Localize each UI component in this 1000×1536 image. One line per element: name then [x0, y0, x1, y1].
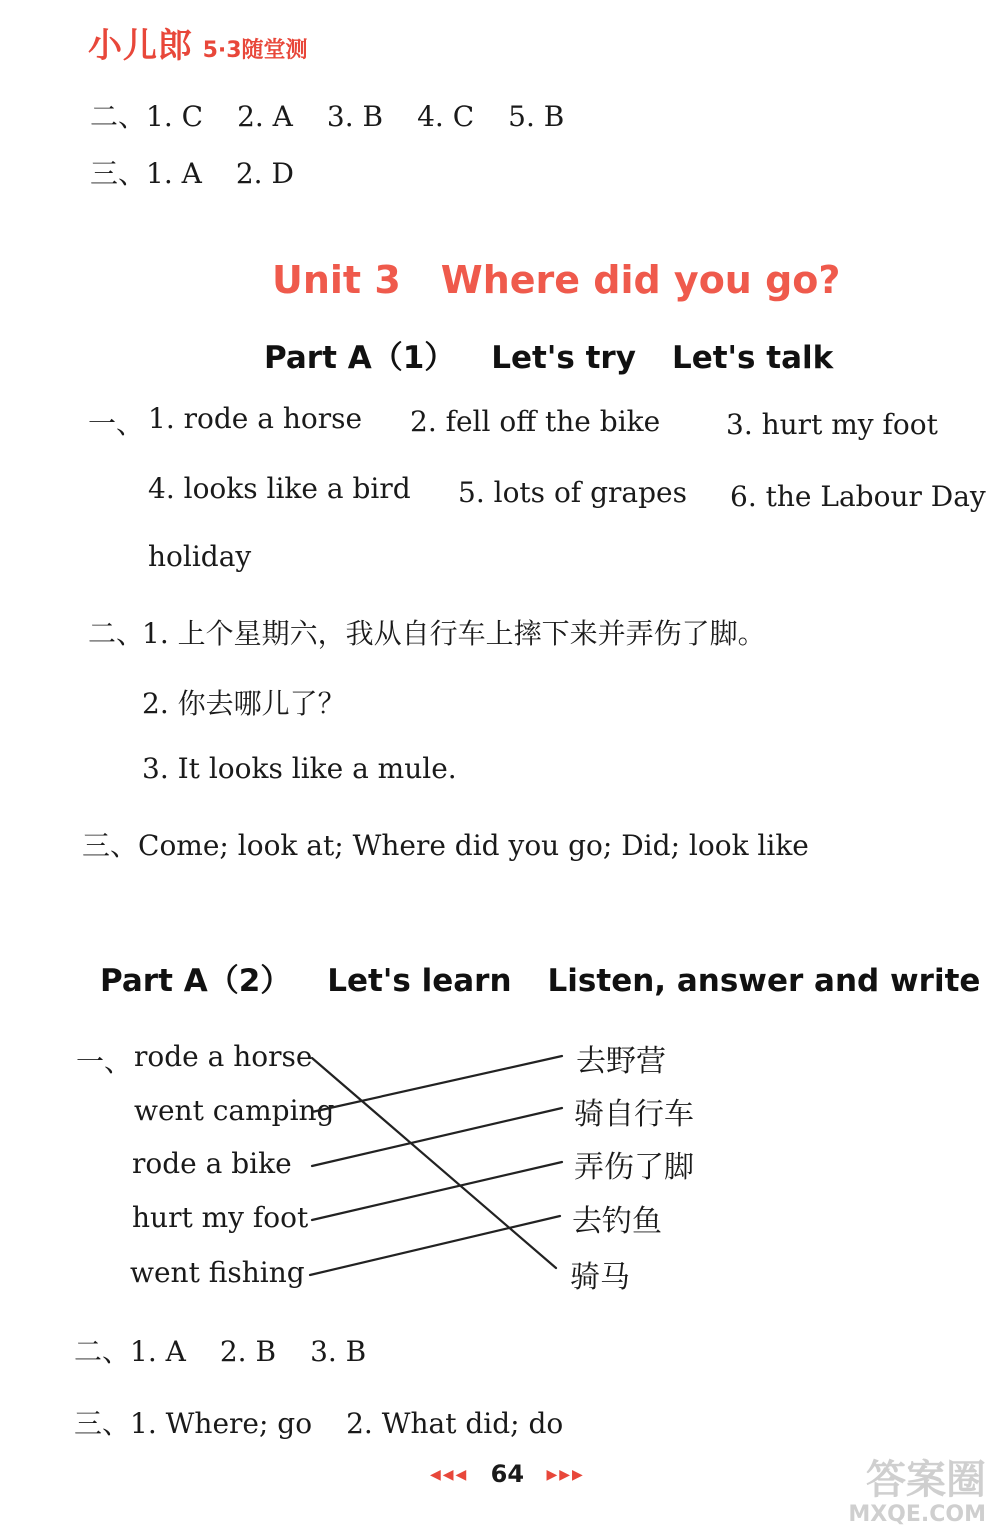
answer-item: 1. rode a horse	[148, 402, 363, 435]
answer-item: 2. 你去哪儿了？	[142, 687, 346, 720]
part-a2-s2	[74, 1330, 366, 1370]
part-subtitle: Listen, answer and write	[547, 963, 981, 999]
answer-item: 1. 上个星期六，我从自行车上摔下来并弄伤了脚。	[142, 617, 766, 650]
page-number-footer	[430, 1460, 585, 1488]
part-title: Part A（2）	[100, 963, 292, 999]
unit-number: Unit 3	[272, 258, 401, 302]
answer-item: 5. B	[508, 100, 565, 133]
match-right-item: 骑自行车	[574, 1097, 694, 1132]
answer-item: 1. A	[146, 157, 202, 190]
answer-item: 4. C	[417, 100, 475, 133]
part-a1-s1-label: 一、	[88, 407, 145, 440]
brand-name: 小儿郎	[88, 26, 193, 66]
answer-item: 1. A	[130, 1335, 186, 1368]
answer-item: 5. lots of grapes	[458, 476, 687, 509]
watermark	[848, 1457, 986, 1527]
match-left-item: hurt my foot	[132, 1201, 309, 1234]
answer-item: 1. C	[146, 100, 204, 133]
part-a1-s2-label: 二、	[88, 617, 145, 650]
match-line	[312, 1162, 562, 1220]
part-subtitle: Let's try	[491, 340, 636, 376]
answer-item: 2. What did; do	[346, 1407, 564, 1440]
answer-item: 3. B	[326, 100, 384, 133]
match-left-item: went fishing	[130, 1256, 305, 1289]
match-right-item: 去钓鱼	[572, 1204, 662, 1239]
section-label: 三、	[82, 829, 139, 862]
match-left-item: went camping	[134, 1094, 335, 1127]
section-label: 二、	[74, 1335, 131, 1368]
part-a2-s1-label: 一、	[76, 1045, 133, 1078]
answer-item: holiday	[148, 540, 252, 573]
answer-item: 2. B	[219, 1335, 277, 1368]
part-title: Part A（1）	[264, 340, 456, 376]
series-name: 5·3随堂测	[202, 38, 308, 63]
match-right-item: 骑马	[570, 1260, 630, 1295]
match-line	[312, 1056, 562, 1112]
match-line	[312, 1058, 556, 1268]
watermark-url: MXQE.COM	[848, 1502, 986, 1527]
answer-item: 4. looks like a bird	[148, 472, 411, 505]
match-left-item: rode a horse	[134, 1040, 313, 1073]
unit-name: Where did you go?	[440, 258, 841, 302]
match-line	[310, 1216, 560, 1275]
answer-item: 1. Where; go	[130, 1407, 313, 1440]
watermark-text: 答案圈	[866, 1457, 986, 1503]
page-number: 64	[490, 1460, 525, 1488]
answer-item: Come; look at; Where did you go; Did; look like	[138, 829, 809, 862]
answer-item: 6. the Labour Day	[730, 480, 986, 513]
match-left-item: rode a bike	[132, 1147, 292, 1180]
section-label: 二、	[90, 100, 147, 133]
match-line	[312, 1108, 562, 1166]
part-a2-s3	[74, 1402, 563, 1442]
answer-item: 3. It looks like a mule.	[142, 752, 457, 785]
section-label: 三、	[90, 157, 147, 190]
answer-item: 2. fell off the bike	[410, 405, 661, 438]
answer-item: 3. B	[310, 1335, 367, 1368]
section-label: 三、	[74, 1407, 131, 1440]
part-subtitle: Let's talk	[671, 340, 834, 376]
right-arrows-icon: ▶▶▶	[546, 1467, 585, 1483]
answer-item: 3. hurt my foot	[726, 408, 938, 441]
match-right-item: 去野营	[576, 1044, 666, 1079]
answer-item: 2. D	[235, 157, 294, 190]
answer-item: 2. A	[237, 100, 293, 133]
part-subtitle: Let's learn	[327, 963, 512, 999]
match-right-item: 弄伤了脚	[574, 1150, 694, 1185]
left-arrows-icon: ◀◀◀	[430, 1467, 469, 1483]
